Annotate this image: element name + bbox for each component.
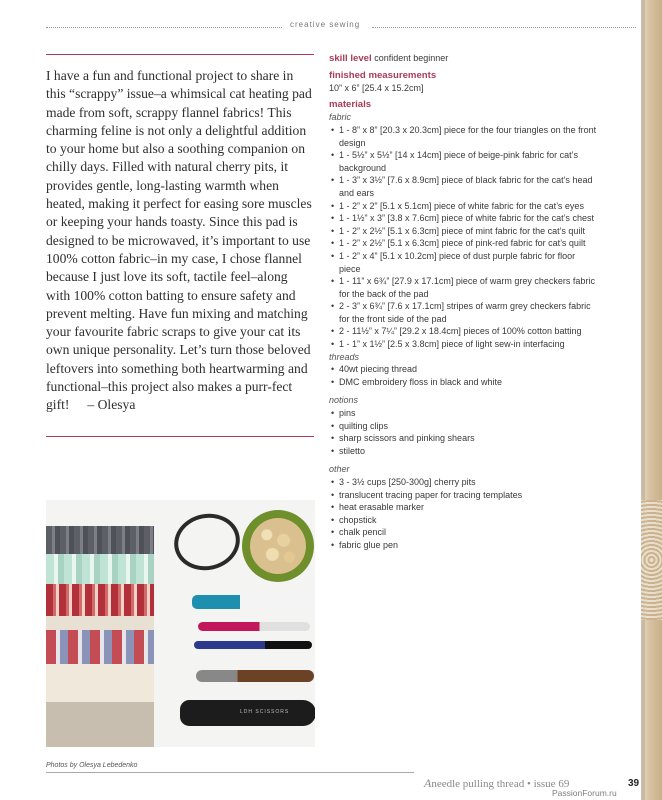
skill-level-label: skill level — [329, 53, 372, 64]
fabric-item: • 1 - 2” x 2½” [5.1 x 6.3cm] piece of pink-red fabric for cat’s quilt — [329, 237, 599, 250]
cherry-pits-bowl — [242, 510, 314, 582]
edge-shadow — [641, 0, 645, 800]
materials-column — [329, 52, 599, 552]
shears-brand-text: LDH SCISSORS — [240, 709, 290, 715]
skill-level-value: confident beginner — [374, 53, 449, 63]
other-list — [329, 476, 599, 552]
fabric-item: • 1 - 2” x 4” [5.1 x 10.2cm] piece of dust purple fabric for floor piece — [329, 250, 599, 275]
page-edge-decoration — [641, 0, 662, 800]
header-rule-left — [46, 27, 282, 28]
fabric-item: • 1 - 8” x 8” [20.3 x 20.3cm] piece for the four triangles on the front design — [329, 124, 599, 149]
fabric-item: • 2 - 11½” x 7¼” [29.2 x 18.4cm] pieces of 100% cotton batting — [329, 325, 599, 338]
measurements-label: finished measurements — [329, 69, 437, 81]
supplies-photo — [46, 500, 315, 747]
thread-item: • 40wt piecing thread — [329, 363, 599, 376]
other-item: • 3 - 3½ cups [250-300g] cherry pits — [329, 476, 599, 489]
fabric-label: fabric — [329, 112, 352, 123]
other-item: • translucent tracing paper for tracing templates — [329, 489, 599, 502]
magazine-initial: A — [424, 776, 432, 790]
other-item: • heat erasable marker — [329, 501, 599, 514]
swatch-cream — [46, 664, 154, 702]
fabric-swatches — [46, 526, 154, 747]
threads-list — [329, 363, 599, 388]
threads-label: threads — [329, 351, 360, 362]
fabric-item: • 1 - 1” x 1½” [2.5 x 3.8cm] piece of light sew-in interfacing — [329, 338, 599, 351]
footer-rule — [46, 772, 414, 773]
heat-erasable-marker — [192, 595, 312, 609]
fabric-item: • 2 - 3” x 6¾” [7.6 x 17.1cm] stripes of warm grey checkers fabric for the front side of the pad — [329, 300, 599, 325]
swatch-beige — [46, 616, 154, 630]
thread-item: • DMC embroidery floss in black and white — [329, 376, 599, 389]
stiletto — [196, 670, 314, 682]
notions-label: notions — [329, 395, 359, 406]
materials-label: materials — [329, 98, 372, 110]
embroidery-floss — [169, 508, 245, 576]
other-label: other — [329, 464, 350, 475]
notion-item: • stiletto — [329, 445, 599, 458]
intro-top-rule — [46, 54, 314, 55]
skill-level — [329, 52, 599, 66]
other-item: • chalk pencil — [329, 526, 599, 539]
notion-item: • sharp scissors and pinking shears — [329, 432, 599, 445]
swatch-mint-plaid — [46, 554, 154, 584]
signature: – Olesya — [87, 397, 136, 413]
cherry-pits — [250, 518, 306, 574]
intro-paragraph: I have a fun and functional project to share in this “scrappy” issue–a whimsical cat heating pad made from soft, scrappy flannel fabrics! This charming feline is not only a delightful addition to your home but also a soothing companion on chilly days. Filled with natural cherry pits, it provides gentle, long-lasting warmth when heated, making it perfect for easing sore muscles or keeping your hands toasty. Since this pad is designed to be microwaved, it’s important to use 100% cotton fabric–in my case, I chose flannel because I just love its soft, tactile feel–along with 100% cotton batting to ensure safety and prevent melting. Have fun mixing and matching your favourite fabric scraps to give your cat its own unique personality. Let’s turn those beloved leftovers into something both heartwarming and functional–this project also makes a purr-fect gift! — [46, 68, 312, 413]
blue-pen — [194, 641, 312, 649]
swatch-grey-plaid — [46, 526, 154, 554]
other-item: • chopstick — [329, 514, 599, 527]
lace-doily — [641, 500, 662, 620]
fabric-item: • 1 - 3” x 3½” [7.6 x 8.9cm] piece of black fabric for the cat’s head and ears — [329, 174, 599, 199]
magazine-title: needle pulling thread — [431, 778, 525, 790]
intro-text-block — [46, 67, 314, 415]
notions-list — [329, 407, 599, 457]
section-label: creative sewing — [290, 20, 361, 29]
swatch-red-plaid — [46, 584, 154, 616]
intro-bottom-rule — [46, 436, 314, 437]
fabric-list — [329, 124, 599, 351]
footer-magazine — [424, 776, 569, 791]
swatch-linen — [46, 702, 154, 747]
fabric-item: • 1 - 2” x 2½” [5.1 x 6.3cm] piece of mint fabric for the cat’s quilt — [329, 225, 599, 238]
fabric-item: • 1 - 11” x 6¾” [27.9 x 17.1cm] piece of warm grey checkers fabric for the back of the pad — [329, 275, 599, 300]
fabric-item: • 1 - 5½” x 5½” [14 x 14cm] piece of beige-pink fabric for cat’s background — [329, 149, 599, 174]
footer-separator: • — [526, 778, 531, 790]
issue-number: issue 69 — [533, 778, 570, 790]
page-number: 39 — [628, 778, 640, 789]
notion-item: • quilting clips — [329, 420, 599, 433]
fabric-item: • 1 - 1½” x 3” [3.8 x 7.6cm] piece of white fabric for the cat’s chest — [329, 212, 599, 225]
photo-credit: Photos by Olesya Lebedenko — [46, 762, 138, 769]
swatch-red-blue-check — [46, 630, 154, 664]
pinking-shears — [180, 700, 315, 726]
pink-pen — [198, 622, 310, 631]
watermark: PassionForum.ru — [552, 788, 617, 798]
notion-item: • pins — [329, 407, 599, 420]
measurements-value: 10” x 6” [25.4 x 15.2cm] — [329, 83, 424, 94]
other-item: • fabric glue pen — [329, 539, 599, 552]
header-rule-right — [372, 27, 636, 28]
fabric-item: • 1 - 2” x 2” [5.1 x 5.1cm] piece of white fabric for the cat’s eyes — [329, 200, 599, 213]
